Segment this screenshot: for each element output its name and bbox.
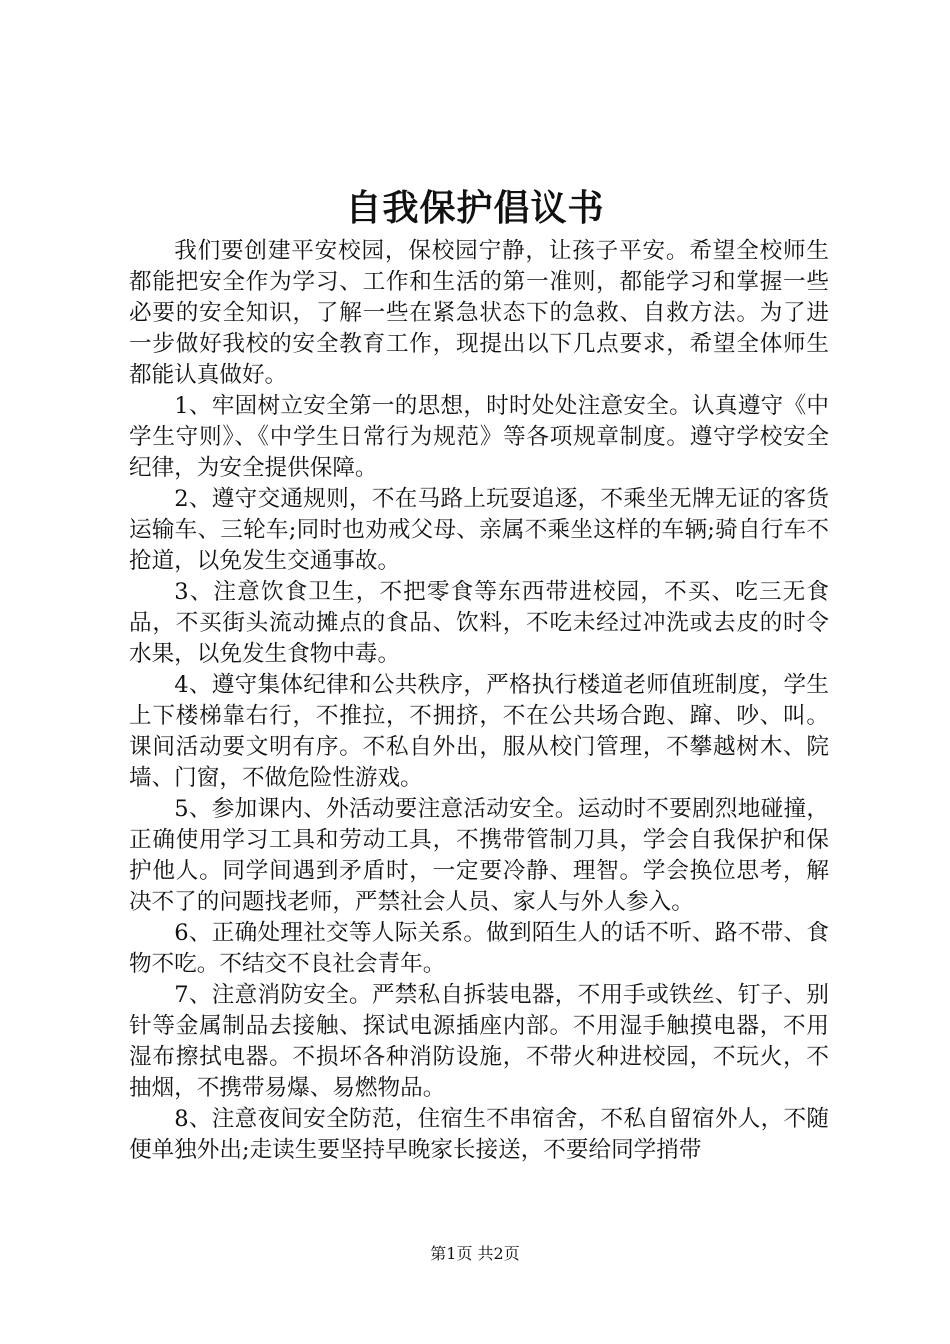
paragraph-item-1: 1、牢固树立安全第一的思想，时时处处注意安全。认真遵守《中学生守则》、《中学生日常行为规范》等各项规章制度。遵守学校安全纪律，为安全提供保障。 xyxy=(129,393,829,481)
paragraph-intro: 我们要创建平安校园，保校园宁静，让孩子平安。希望全校师生都能把安全作为学习、工作和生活的第一准则，都能学习和掌握一些必要的安全知识，了解一些在紧急状态下的急救、自救方法。为了进一步做好我校的安全教育工作，现提出以下几点要求，希望全体师生都能认真做好。 xyxy=(129,238,829,388)
paragraph-item-5: 5、参加课内、外活动要注意活动安全。运动时不要剧烈地碰撞，正确使用学习工具和劳动工具，不携带管制刀具，学会自我保护和保护他人。同学间遇到矛盾时，一定要冷静、理智。学会换位思考，解决不了的问题找老师，严禁社会人员、家人与外人参入。 xyxy=(129,796,829,915)
paragraph-item-3: 3、注意饮食卫生，不把零食等东西带进校园，不买、吃三无食品，不买街头流动摊点的食品、饮料，不吃未经过冲洗或去皮的时令水果，以免发生食物中毒。 xyxy=(129,579,829,667)
paragraph-item-8: 8、注意夜间安全防范，住宿生不串宿舍，不私自留宿外人，不随便单独外出;走读生要坚持早晚家长接送，不要给同学捎带 xyxy=(129,1106,829,1163)
paragraph-item-6: 6、正确处理社交等人际关系。做到陌生人的话不听、路不带、食物不吃。不结交不良社会青年。 xyxy=(129,920,829,977)
paragraph-item-4: 4、遵守集体纪律和公共秩序，严格执行楼道老师值班制度，学生上下楼梯靠右行，不推拉，不拥挤，不在公共场合跑、蹿、吵、叫。课间活动要文明有序。不私自外出，服从校门管理，不攀越树木、院墙、门窗，不做危险性游戏。 xyxy=(129,672,829,791)
page-number-footer: 第1页 共2页 xyxy=(430,1244,520,1263)
paragraph-item-2: 2、遵守交通规则，不在马路上玩耍追逐，不乘坐无牌无证的客货运输车、三轮车;同时也劝戒父母、亲属不乘坐这样的车辆;骑自行车不抢道，以免发生交通事故。 xyxy=(129,486,829,574)
document-body xyxy=(129,236,829,1166)
paragraph-item-7: 7、注意消防安全。严禁私自拆装电器，不用手或铁丝、钉子、别针等金属制品去接触、探试电源插座内部。不用湿手触摸电器，不用湿布擦拭电器。不损坏各种消防设施，不带火种进校园，不玩火，不抽烟，不携带易爆、易燃物品。 xyxy=(129,982,829,1101)
document-title: 自我保护倡议书 xyxy=(345,187,605,229)
